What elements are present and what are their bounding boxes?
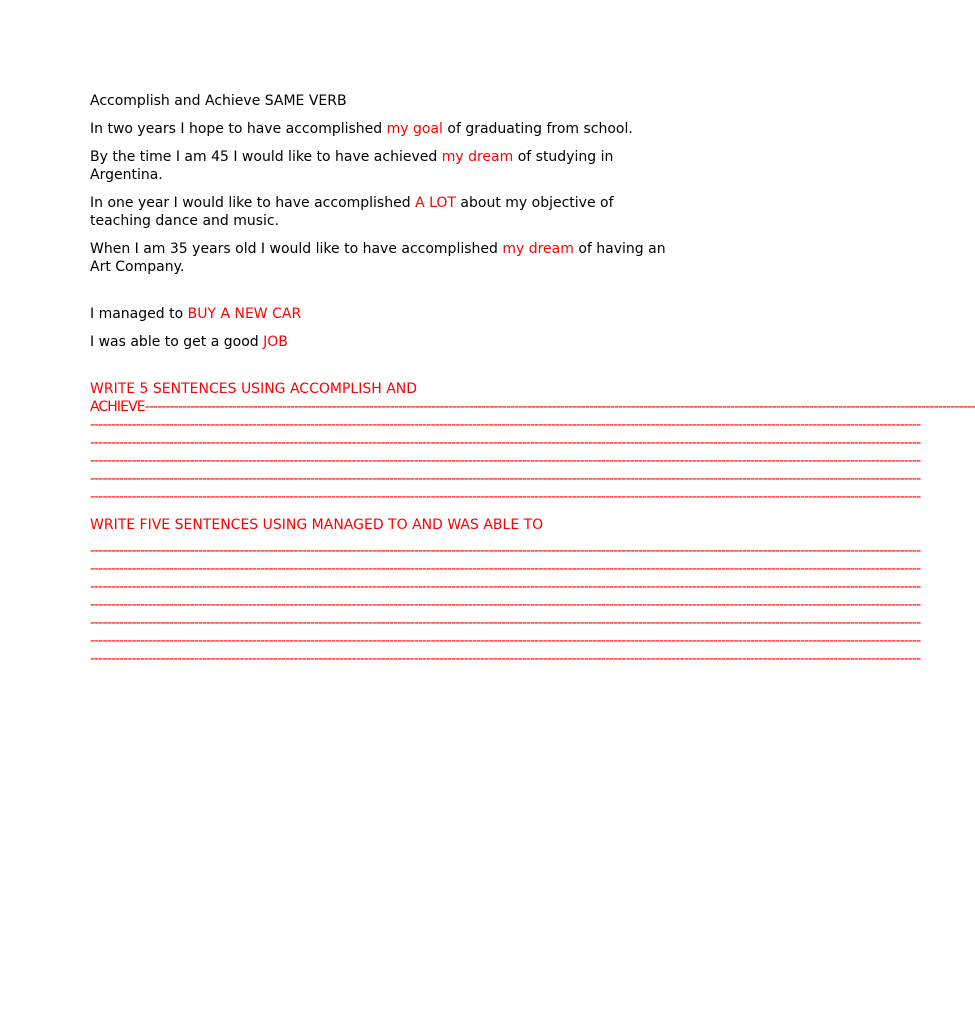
- sentence-highlight: my goal: [386, 121, 443, 137]
- answer-line: [90, 470, 921, 488]
- document-body: [90, 92, 975, 668]
- answer-dashes: --------------------------------------------------------------------------------------------------------------------------------------------------------------------------------------------------------: [90, 471, 921, 487]
- exercise-2: [90, 542, 921, 668]
- sentence-highlight: my dream: [502, 241, 574, 257]
- exercise-1-heading-end: ACHIEVE: [90, 399, 145, 415]
- exercise-1: [90, 380, 975, 506]
- sentence-1: [90, 120, 674, 138]
- example-highlight: BUY A NEW CAR: [187, 306, 302, 322]
- spacer: [90, 361, 674, 380]
- title-text: Accomplish and Achieve SAME VERB: [90, 93, 347, 109]
- answer-line: [90, 542, 921, 560]
- sentence-text: When I am 35 years old I would like to have accomplished: [90, 241, 503, 257]
- answer-line: [90, 452, 921, 470]
- sentence-highlight: A LOT: [415, 195, 456, 211]
- example-text: I managed to: [90, 306, 188, 322]
- answer-dashes: --------------------------------------------------------------------------------------------------------------------------------------------------------------------------------------------------------: [90, 489, 921, 505]
- answer-line: [90, 614, 921, 632]
- spacer: [90, 286, 674, 305]
- example-highlight: JOB: [263, 334, 288, 350]
- exercise-2-heading: WRITE FIVE SENTENCES USING MANAGED TO AND WAS ABLE TO: [90, 517, 544, 533]
- exercise-1-answer-line: [90, 398, 975, 416]
- sentence-text: In one year I would like to have accomplished: [90, 195, 416, 211]
- answer-dashes: --------------------------------------------------------------------------------------------------------------------------------------------------------------------------------------------------------: [90, 579, 921, 595]
- sentence-3: [90, 194, 674, 230]
- sentence-4: [90, 240, 674, 276]
- answer-dashes: --------------------------------------------------------------------------------------------------------------------------------------------------------------------------------------------------------: [90, 633, 921, 649]
- answer-dashes: --------------------------------------------------------------------------------------------------------------------------------------------------------------------------------------------------------: [90, 561, 921, 577]
- sentence-text: about my objective of teaching dance and music.: [90, 195, 614, 229]
- sentence-highlight: my dream: [441, 149, 514, 165]
- sentence-text: of graduating from school.: [442, 121, 633, 137]
- answer-line: [90, 416, 921, 434]
- sentence-text: By the time I am 45 I would like to have achieved: [90, 149, 442, 165]
- document-title: [90, 92, 674, 110]
- answer-dashes: --------------------------------------------------------------------------------------------------------------------------------------------------------------------------------------------------------: [144, 399, 975, 415]
- sentence-text: of studying in Argentina.: [90, 149, 614, 183]
- answer-dashes: --------------------------------------------------------------------------------------------------------------------------------------------------------------------------------------------------------: [90, 651, 921, 667]
- answer-dashes: --------------------------------------------------------------------------------------------------------------------------------------------------------------------------------------------------------: [90, 597, 921, 613]
- answer-line: [90, 596, 921, 614]
- example-text: I was able to get a good: [90, 334, 264, 350]
- answer-line: [90, 632, 921, 650]
- answer-line: [90, 578, 921, 596]
- answer-line: [90, 488, 921, 506]
- answer-line: [90, 650, 921, 668]
- sentence-2: [90, 148, 674, 184]
- answer-dashes: --------------------------------------------------------------------------------------------------------------------------------------------------------------------------------------------------------: [90, 435, 921, 451]
- sentence-text: In two years I hope to have accomplished: [90, 121, 387, 137]
- answer-dashes: --------------------------------------------------------------------------------------------------------------------------------------------------------------------------------------------------------: [90, 543, 921, 559]
- sentence-text: of having an Art Company.: [90, 241, 666, 275]
- example-2: [90, 333, 674, 351]
- answer-dashes: --------------------------------------------------------------------------------------------------------------------------------------------------------------------------------------------------------: [90, 453, 921, 469]
- example-1: [90, 305, 674, 323]
- exercise-1-heading: WRITE 5 SENTENCES USING ACCOMPLISH AND: [90, 381, 418, 397]
- answer-line: [90, 560, 921, 578]
- answer-line: [90, 434, 921, 452]
- answer-dashes: --------------------------------------------------------------------------------------------------------------------------------------------------------------------------------------------------------: [90, 615, 921, 631]
- answer-dashes: --------------------------------------------------------------------------------------------------------------------------------------------------------------------------------------------------------: [90, 417, 921, 433]
